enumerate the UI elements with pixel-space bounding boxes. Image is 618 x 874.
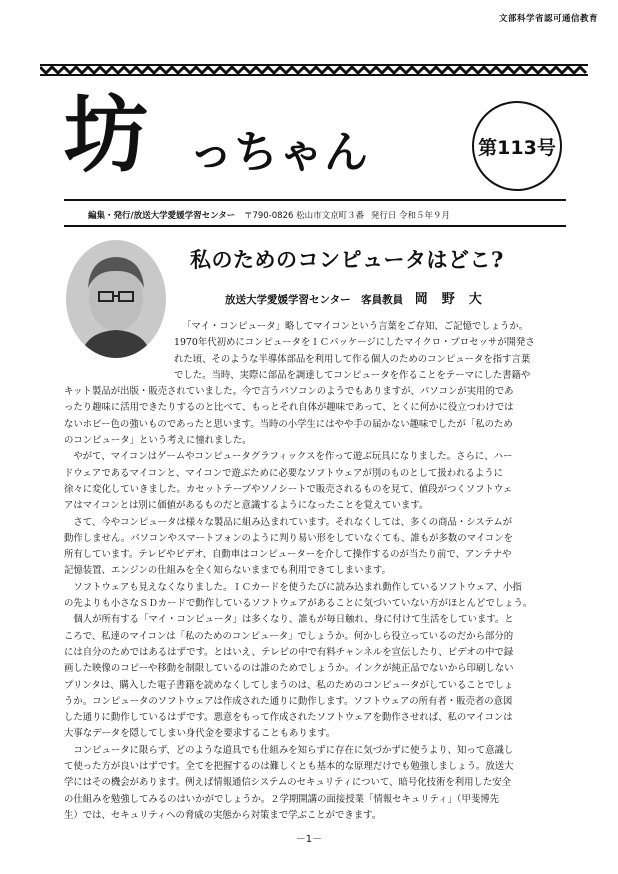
masthead-rule-top — [64, 199, 566, 201]
header-note: 文部科学省認可通信教育 — [498, 14, 598, 24]
body-line: 動作しません。パソコンやスマートフォンのように判り易い形をしていなくても、誰もが多数のマイコンを — [64, 532, 513, 544]
body-line: コンピュータに限らず、どのような道具でも仕組みを知らずに存在に気づかずに使うより、知って意識し — [64, 744, 514, 756]
address: 〒790-0826 松山市文京町３番 — [243, 211, 365, 221]
author-affiliation: 放送大学愛媛学習センター 客員教員 — [225, 294, 404, 306]
article-body — [64, 319, 566, 824]
body-line: プリンタは、購入した電子書籍を読めなくしてしまうのは、私のためのコンピュータがしていることでしょ — [64, 679, 514, 691]
publication-info — [88, 209, 450, 221]
body-line: の仕組みを勉強してみるのはいかがでしょうか。２学期開講の面接授業「情報セキュリティ」（甲斐博先 — [64, 793, 499, 805]
author-line — [225, 288, 496, 307]
article-title: 私のためのコンピュータはどこ? — [190, 247, 504, 272]
body-line: 徐々に変化していきました。カセットテープやソノシートで販売されるものを見て、値段がつくソフトウェ — [64, 483, 513, 495]
author-name: 岡野大 — [414, 292, 496, 307]
body-line: 個人が所有する「マイ・コンピュータ」は多くなり、誰もが毎日触れ、身に付けて生活をしています。と — [64, 614, 514, 626]
body-line: うか。コンピュータのソフトウェアは作成された通りに動作します。ソフトウェアの所有者・販売者の意図 — [64, 695, 513, 707]
body-line: した通りに動作しているはずです。悪意をもって作成されたソフトウェアを動作させれば、私のマイコンは — [64, 712, 513, 724]
body-line: アはマイコンとは別に価値があるものだと意識するようになったことを覚えています。 — [64, 500, 429, 512]
publish-date: 発行日 令和５年９月 — [370, 211, 451, 221]
body-line: 記憶装置、エンジンの仕組みを全く知らないままでも利用できてしまいます。 — [64, 565, 391, 577]
body-line: て使った方が良いはずです。全てを把握するのは難しくとも基本的な原理だけでも勉強しましょう。放送大 — [64, 761, 514, 773]
body-line: には自分のためではあるはずです。とはいえ、テレビの中で有料チャンネルを宣伝したり、ビデオの中で録 — [64, 646, 514, 658]
zigzag-border — [40, 64, 588, 76]
masthead-rule-bottom — [64, 225, 566, 227]
body-line: キット製品が出版・販売されていました。今で言うパソコンのようでもありますが、パソコンが実用的であ — [64, 386, 514, 398]
body-line: 所有しています。テレビやビデオ、自動車はコンピューターを介して操作するのが当たり前で、アンテナや — [64, 549, 512, 561]
body-line: の先よりも小さなＳＤカードで動作しているソフトウェアがあることに気づいていない方がほとんどでしょう。 — [64, 598, 533, 610]
body-line: 生）では、セキュリティへの脅威の実態から対策まで学ぶことができます。 — [64, 809, 382, 821]
body-line: ドウェアであるマイコンと、マイコンで遊ぶために必要なソフトウェアが別のものとして扱われるように — [64, 467, 504, 479]
body-line: 「マイ・コンピュータ」略してマイコンという言葉をご存知、ご記憶でしょうか。 — [182, 321, 529, 332]
body-line: れた頃、そのような半導体部品を利用して作る個人のためのコンピュータを指す言葉 — [174, 353, 531, 365]
body-line: ったり趣味に活用できたりするのと比べて、もっとそれ自体が趣味であって、とくに何かに役立つわけでは — [64, 402, 514, 414]
body-line: ころで、私達のマイコンは「私のためのコンピュータ」でしょうか。何かしら役立っているのだから部分的 — [64, 630, 514, 642]
body-line: 学にはその機会があります。例えば情報通信システムのセキュリティについて、暗号化技術を利用した安全 — [64, 777, 511, 789]
body-line: さて、今やコンピュータは様々な製品に組み込まれています。それなくしては、多くの商品・システムが — [64, 516, 513, 528]
logo-kana: っちゃん — [189, 127, 369, 178]
body-line: やがて、マイコンはゲームやコンピュータグラフィックスを作って遊ぶ玩具になりました。さらに、ハー — [64, 451, 513, 463]
body-line: ソフトウェアも見えなくなりました。ＩＣカードを使うたびに読み込まれ動作しているソフトウェア、小指 — [64, 581, 522, 593]
page-number: －1－ — [295, 834, 323, 845]
body-line: でした。当時、実際に部品を調達してコンピュータを作ることをテーマにした書籍や — [174, 369, 531, 381]
body-line: のコンピュータ」という考えに憧れました。 — [64, 435, 252, 447]
issue-number-badge: 第113号 — [472, 101, 562, 191]
body-line: 大事なデータを隠してしまい身代金を要求することもあります。 — [64, 728, 336, 740]
logo-kanji: 坊 — [64, 85, 145, 184]
body-line: 画した映像のコピーや移動を制限しているのは誰のためでしょうか。インクが純正品でないから印刷しない — [64, 663, 514, 675]
body-line: 1970年代初めにコンピュータをＩＣパッケージにしたマイクロ・プロセッサが開発さ — [174, 337, 535, 349]
publisher: 編集・発行/放送大学愛媛学習センター — [88, 211, 236, 221]
body-line: ないホビー色の強いものであったと思います。当時の小学生にはやや手の届かない趣味でしたが「私のため — [64, 418, 513, 430]
